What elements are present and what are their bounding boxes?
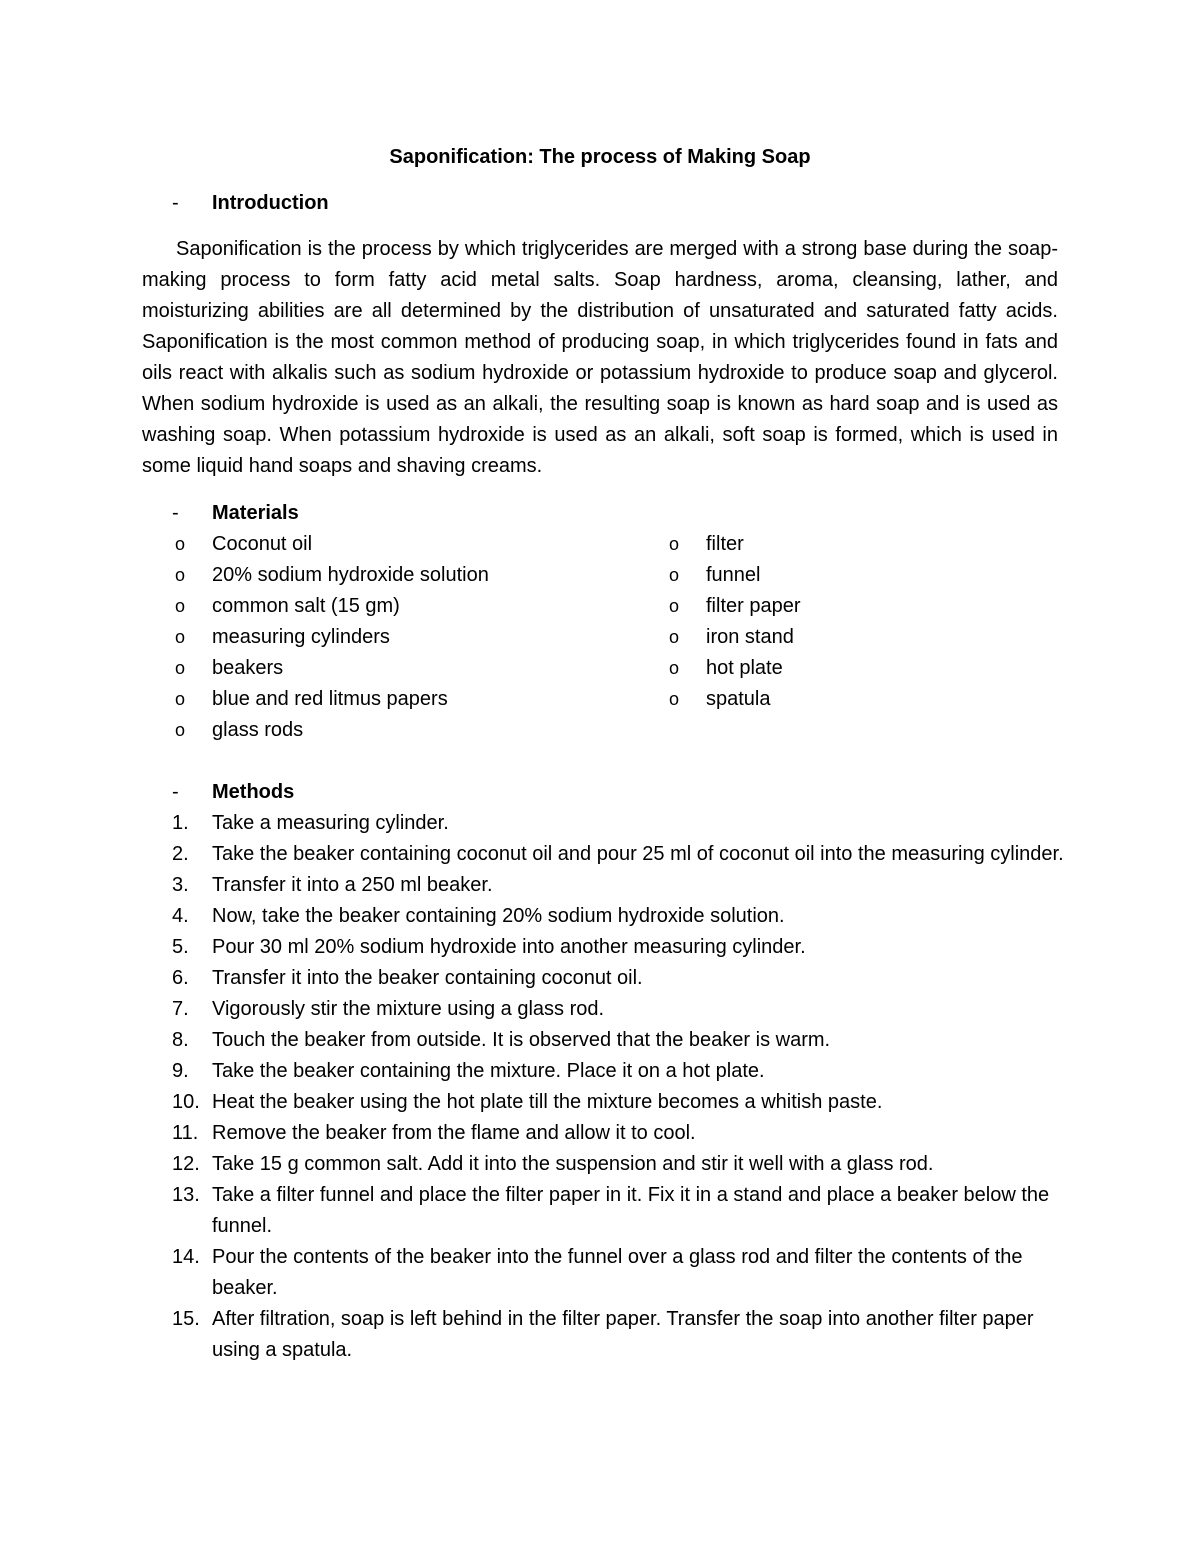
material-label: funnel: [706, 564, 761, 586]
step-number: 14.: [172, 1246, 200, 1268]
list-item: [175, 529, 489, 560]
list-item: [172, 1056, 1072, 1087]
material-label: glass rods: [212, 719, 304, 741]
list-item: [172, 963, 1072, 994]
list-item: [172, 1304, 1072, 1366]
list-item: [172, 870, 1072, 901]
step-text: Vigorously stir the mixture using a glass rod.: [212, 998, 605, 1020]
step-number: 11.: [172, 1122, 199, 1144]
step-text: Touch the beaker from outside. It is observed that the beaker is warm.: [212, 1029, 831, 1051]
step-number: 12.: [172, 1153, 200, 1175]
list-item: [172, 1118, 1072, 1149]
material-label: beakers: [212, 657, 284, 679]
list-item: [172, 1180, 1072, 1242]
circle-bullet-icon: o: [175, 720, 186, 740]
material-label: spatula: [706, 688, 771, 710]
step-text: Heat the beaker using the hot plate till the mixture becomes a whitish paste.: [212, 1091, 883, 1113]
step-number: 2.: [172, 843, 189, 865]
list-item: [669, 529, 801, 560]
step-number: 7.: [172, 998, 189, 1020]
list-item: [175, 684, 489, 715]
list-item: [175, 560, 489, 591]
material-label: hot plate: [706, 657, 783, 679]
step-text: Pour the contents of the beaker into the funnel over a glass rod and filter the contents of the beaker.: [212, 1246, 1023, 1299]
list-item: [669, 591, 801, 622]
document-title: Saponification: The process of Making Soap: [389, 146, 811, 168]
step-text: Take the beaker containing the mixture. Place it on a hot plate.: [212, 1060, 765, 1082]
list-item: [175, 591, 489, 622]
list-item: [172, 1242, 1072, 1304]
introduction-paragraph: Saponification is the process by which triglycerides are merged with a strong base during the soap-making process to form fatty acid metal salts. Soap hardness, aroma, cleansing, lather, and moisturizing abilities are all determined by the distribution of unsaturated and saturated fatty acids. Saponification is the most common method of producing soap, in which triglycerides found in fats and oils react with alkalis such as sodium hydroxide or potassium hydroxide to produce soap and glycerol. When sodium hydroxide is used as an alkali, the resulting soap is known as hard soap and is used as washing soap. When potassium hydroxide is used as an alkali, soft soap is formed, which is used in some liquid hand soaps and shaving creams.: [142, 238, 1058, 477]
material-label: blue and red litmus papers: [212, 688, 448, 710]
step-text: Take 15 g common salt. Add it into the suspension and stir it well with a glass rod.: [212, 1153, 934, 1175]
methods-steps-list: [172, 808, 1072, 1366]
step-number: 1.: [172, 812, 189, 834]
materials-bullet: -: [172, 502, 179, 524]
list-item: [669, 622, 801, 653]
step-text: Now, take the beaker containing 20% sodium hydroxide solution.: [212, 905, 785, 927]
material-label: common salt (15 gm): [212, 595, 400, 617]
step-text: Take a measuring cylinder.: [212, 812, 449, 834]
list-item: [175, 715, 489, 746]
list-item: [669, 684, 801, 715]
list-item: [172, 994, 1072, 1025]
circle-bullet-icon: o: [175, 689, 186, 709]
materials-heading-row: [172, 499, 299, 527]
circle-bullet-icon: o: [669, 689, 680, 709]
circle-bullet-icon: o: [175, 565, 186, 585]
material-label: filter: [706, 533, 744, 555]
step-text: Transfer it into the beaker containing coconut oil.: [212, 967, 643, 989]
step-text: Pour 30 ml 20% sodium hydroxide into another measuring cylinder.: [212, 936, 806, 958]
list-item: [172, 1025, 1072, 1056]
list-item: [172, 808, 1072, 839]
step-number: 10.: [172, 1091, 200, 1113]
step-text: Transfer it into a 250 ml beaker.: [212, 874, 493, 896]
material-label: Coconut oil: [212, 533, 313, 555]
step-number: 5.: [172, 936, 189, 958]
step-text: Take the beaker containing coconut oil and pour 25 ml of coconut oil into the measuring cylinder.: [212, 843, 1064, 865]
list-item: [669, 653, 801, 684]
step-number: 4.: [172, 905, 189, 927]
list-item: [172, 839, 1072, 870]
circle-bullet-icon: o: [175, 596, 186, 616]
list-item: [175, 622, 489, 653]
introduction-heading-row: [172, 189, 329, 217]
step-number: 3.: [172, 874, 189, 896]
materials-heading: Materials: [212, 502, 299, 524]
list-item: [669, 560, 801, 591]
circle-bullet-icon: o: [175, 658, 186, 678]
list-item: [172, 1087, 1072, 1118]
methods-heading: Methods: [212, 781, 295, 803]
material-label: iron stand: [706, 626, 794, 648]
step-number: 15.: [172, 1308, 200, 1330]
material-label: 20% sodium hydroxide solution: [212, 564, 489, 586]
methods-bullet: -: [172, 781, 179, 803]
introduction-heading: Introduction: [212, 192, 329, 214]
step-text: Take a filter funnel and place the filter paper in it. Fix it in a stand and place a beaker below the funnel.: [212, 1184, 1050, 1237]
list-item: [172, 932, 1072, 963]
introduction-bullet: -: [172, 192, 179, 214]
circle-bullet-icon: o: [669, 534, 680, 554]
step-text: Remove the beaker from the flame and allow it to cool.: [212, 1122, 696, 1144]
list-item: [175, 653, 489, 684]
material-label: measuring cylinders: [212, 626, 390, 648]
circle-bullet-icon: o: [669, 565, 680, 585]
circle-bullet-icon: o: [669, 596, 680, 616]
step-number: 6.: [172, 967, 189, 989]
circle-bullet-icon: o: [175, 534, 186, 554]
step-number: 9.: [172, 1060, 189, 1082]
materials-left-column: [175, 529, 489, 746]
circle-bullet-icon: o: [175, 627, 186, 647]
material-label: filter paper: [706, 595, 801, 617]
methods-heading-row: [172, 778, 294, 806]
step-text: After filtration, soap is left behind in the filter paper. Transfer the soap into another filter paper using a spatula.: [212, 1308, 1034, 1361]
step-number: 13.: [172, 1184, 200, 1206]
materials-right-column: [669, 529, 801, 715]
circle-bullet-icon: o: [669, 627, 680, 647]
list-item: [172, 1149, 1072, 1180]
step-number: 8.: [172, 1029, 189, 1051]
list-item: [172, 901, 1072, 932]
circle-bullet-icon: o: [669, 658, 680, 678]
